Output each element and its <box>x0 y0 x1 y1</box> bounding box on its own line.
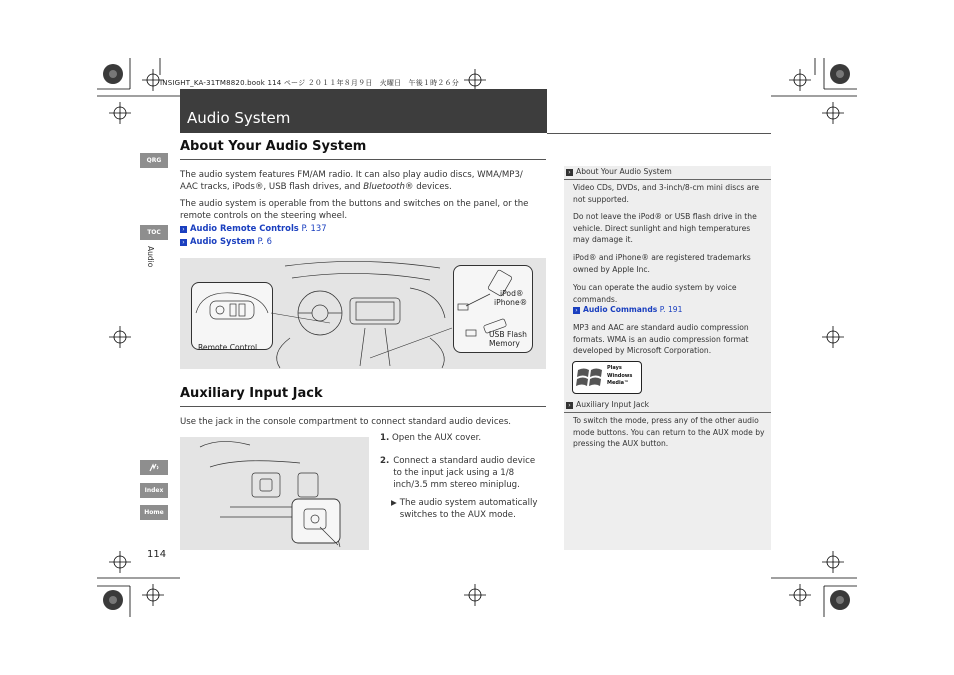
side-note-p6: To switch the mode, press any of the other audio mode buttons. You can return to the AUX mode by pressing the AUX button. <box>573 416 765 448</box>
link-audio-commands[interactable]: › Audio Commands P. 191 <box>573 304 682 316</box>
tab-toc[interactable]: TOC <box>140 225 168 240</box>
windows-media-logo <box>572 361 642 394</box>
about-paragraph-1: The audio system features FM/AM radio. It can also play audio discs, WMA/MP3/ AAC tracks, iPods®, USB flash drives, and Bluetooth® devices. <box>180 170 523 192</box>
file-info-header: INSIGHT_KA-31TM8820.book 114 ページ ２０１１年８月９日 火曜日 午後１時２６分 <box>160 79 459 87</box>
section-rule <box>180 159 546 160</box>
note-icon: › <box>566 402 573 409</box>
console-figure <box>180 437 369 550</box>
voice-tab[interactable] <box>140 460 168 475</box>
aux-intro: Use the jack in the console compartment to connect standard audio devices. <box>180 417 512 427</box>
section-heading-aux: Auxiliary Input Jack <box>180 386 323 401</box>
ipod-label: iPod® <box>500 289 524 298</box>
side-note-p4: You can operate the audio system by voice commands. <box>573 283 737 304</box>
side-note-p2: Do not leave the iPod® or USB flash drive in the vehicle. Direct sunlight and high temperatures may damage it. <box>573 212 757 244</box>
step-1: 1. Open the AUX cover. <box>380 433 482 443</box>
windows-flag-icon <box>576 364 604 391</box>
step-2: 2. Connect a standard audio device to the input jack using a 1/8 inch/3.5 mm stereo miniplug. <box>380 456 536 490</box>
title-bar <box>180 89 547 133</box>
section-rule <box>180 406 546 407</box>
side-note-p3: iPod® and iPhone® are registered trademarks owned by Apple Inc. <box>573 253 751 274</box>
side-note-heading-about: › About Your Audio System <box>566 167 672 176</box>
voice-icon <box>148 462 160 473</box>
about-paragraph-2: The audio system is operable from the buttons and switches on the panel, or the remote controls on the steering wheel. <box>180 199 529 221</box>
tab-home[interactable]: Home <box>140 505 168 520</box>
aux-jack-illustration <box>180 437 369 550</box>
page-title: Audio System <box>187 109 291 127</box>
remote-control-label: Remote Control <box>198 343 258 352</box>
link-arrow-icon: › <box>180 226 187 233</box>
side-note-p1: Video CDs, DVDs, and 3-inch/8-cm mini discs are not supported. <box>573 183 760 204</box>
title-rule <box>547 133 771 134</box>
side-note-rule <box>564 179 771 180</box>
section-heading-about: About Your Audio System <box>180 139 367 154</box>
usb-label-line2: Memory <box>489 339 520 348</box>
usb-label-line1: USB Flash <box>489 330 527 339</box>
side-note-rule <box>564 412 771 413</box>
step-result: ▶ The audio system automatically switches to the AUX mode. <box>391 498 538 520</box>
page-number: 114 <box>147 549 167 560</box>
logo-line-windows: Windows <box>607 372 633 379</box>
tab-index[interactable]: Index <box>140 483 168 498</box>
side-note-heading-aux: › Auxiliary Input Jack <box>566 400 649 409</box>
note-icon: › <box>566 169 573 176</box>
iphone-label: iPhone® <box>494 298 528 307</box>
link-arrow-icon: › <box>180 239 187 246</box>
chapter-side-label: Audio <box>146 246 155 268</box>
logo-line-media: Media™ <box>607 380 630 386</box>
logo-line-plays: Plays <box>607 365 622 371</box>
side-note-p5: MP3 and AAC are standard audio compression formats. WMA is an audio compression format developed by Microsoft Corporation. <box>573 323 749 355</box>
tab-qrg[interactable]: QRG <box>140 153 168 168</box>
link-audio-system[interactable]: › Audio System P. 6 <box>180 235 272 247</box>
link-arrow-icon: › <box>573 307 580 314</box>
dashboard-figure <box>180 258 546 369</box>
link-audio-remote-controls[interactable]: › Audio Remote Controls P. 137 <box>180 222 327 234</box>
